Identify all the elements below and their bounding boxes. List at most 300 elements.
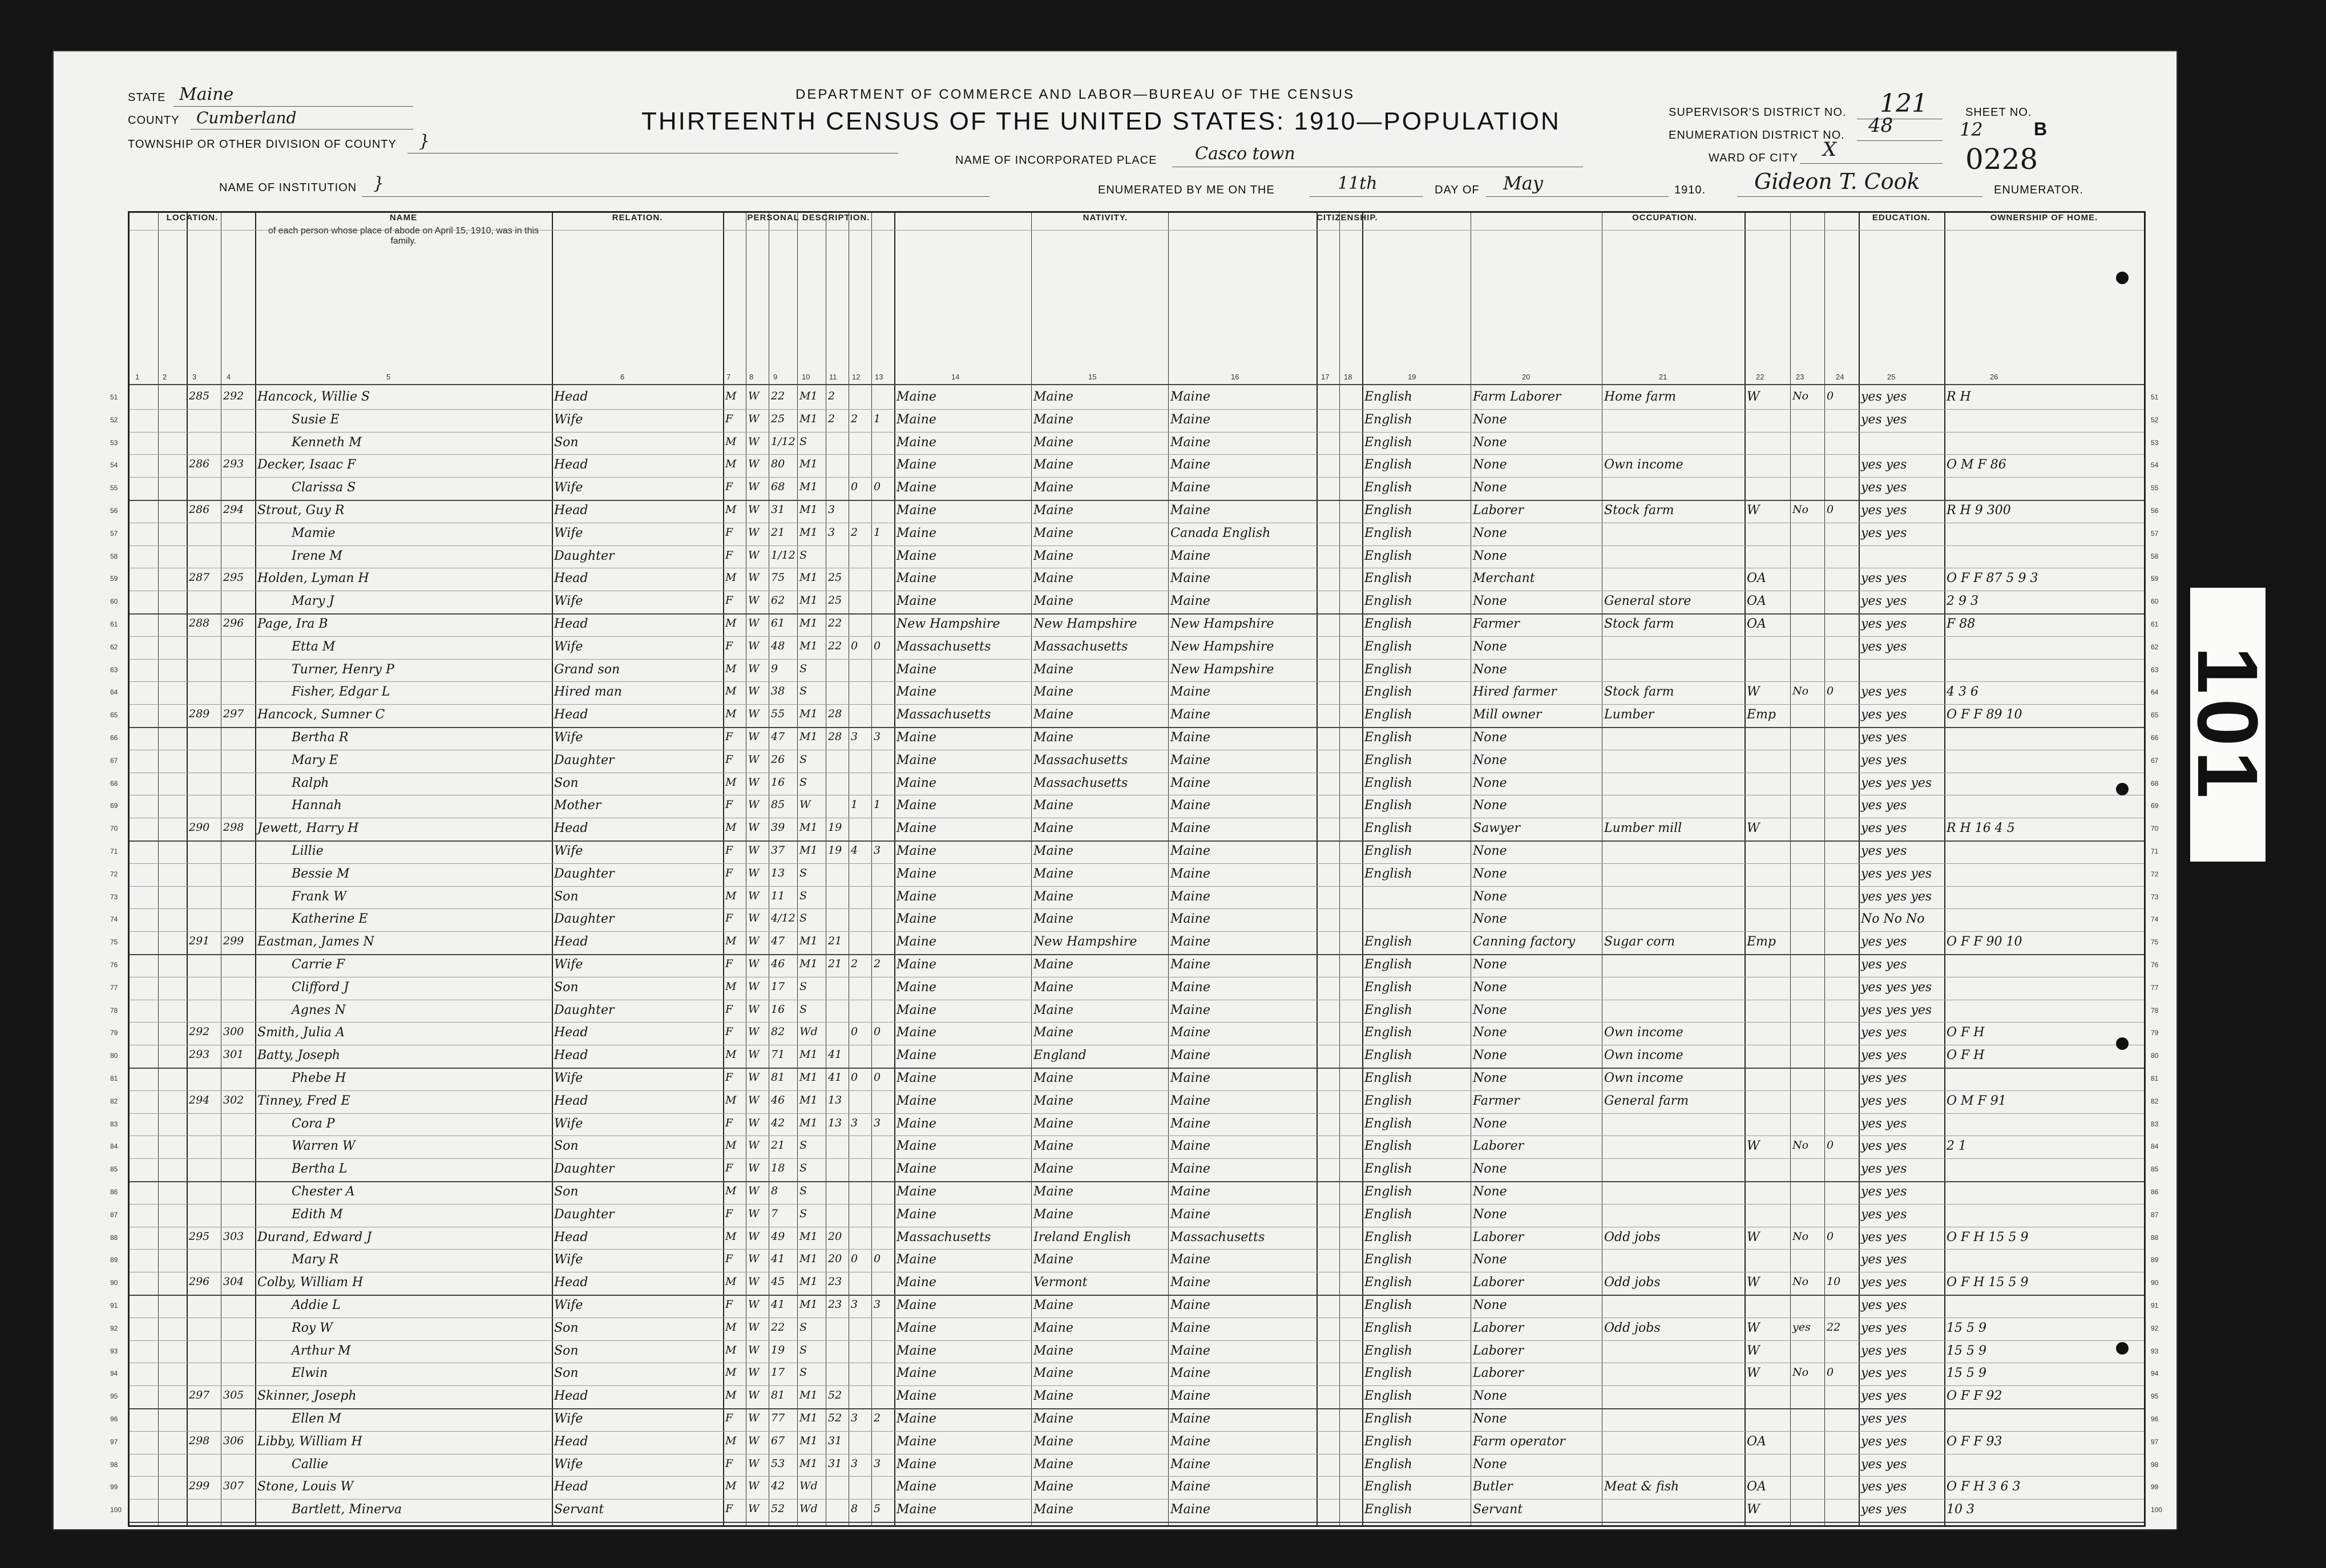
cell-ms: M1 bbox=[799, 639, 818, 652]
cell-liv: 3 bbox=[874, 730, 881, 743]
cell-out: No bbox=[1792, 390, 1809, 402]
row-rule bbox=[130, 409, 2144, 410]
row-number: 79 bbox=[110, 1029, 118, 1037]
row-number: 70 bbox=[110, 825, 118, 833]
cell-rel: Head bbox=[554, 1093, 588, 1108]
cell-fam: 304 bbox=[223, 1275, 244, 1288]
cell-ind: Odd jobs bbox=[1604, 1275, 1661, 1290]
cell-father: Maine bbox=[1033, 571, 1073, 586]
cell-yrs: 25 bbox=[828, 594, 842, 607]
row-number: 86 bbox=[110, 1188, 118, 1196]
cell-edu: yes yes bbox=[1861, 753, 1907, 767]
cell-name: Ellen M bbox=[292, 1412, 341, 1426]
cell-edu: yes yes bbox=[1861, 1116, 1907, 1131]
cell-emp: OA bbox=[1747, 594, 1766, 609]
cell-trade: Servant bbox=[1473, 1502, 1523, 1517]
cell-name: Mamie bbox=[292, 526, 336, 540]
cell-mother: Maine bbox=[1170, 866, 1210, 881]
cell-birth: Maine bbox=[897, 866, 936, 881]
cell-birth: Maine bbox=[897, 1366, 936, 1381]
cell-mother: Maine bbox=[1170, 548, 1210, 563]
cell-father: New Hampshire bbox=[1033, 935, 1137, 949]
cell-ms: M1 bbox=[799, 844, 818, 856]
cell-wks: 22 bbox=[1827, 1320, 1841, 1333]
cell-trade: None bbox=[1473, 775, 1507, 790]
cell-race: W bbox=[748, 1071, 760, 1084]
cell-race: W bbox=[748, 1389, 760, 1402]
cell-edu: yes yes bbox=[1861, 1162, 1907, 1177]
institution-value: } bbox=[373, 173, 385, 193]
cell-mother: Maine bbox=[1170, 1139, 1210, 1154]
row-number: 68 bbox=[2151, 779, 2159, 787]
cell-yrs: 20 bbox=[828, 1252, 842, 1266]
cell-dw: 294 bbox=[189, 1093, 210, 1106]
cell-birth: Maine bbox=[897, 1412, 936, 1426]
row-number: 64 bbox=[110, 688, 118, 697]
row-number: 99 bbox=[110, 1483, 118, 1492]
cell-birth: Maine bbox=[897, 526, 936, 540]
cell-fam: 300 bbox=[223, 1025, 244, 1038]
cell-trade: None bbox=[1473, 458, 1507, 472]
cell-dw: 297 bbox=[189, 1389, 210, 1402]
cell-ms: M1 bbox=[799, 480, 818, 494]
cell-edu: yes yes bbox=[1861, 1252, 1907, 1267]
column-number: 3 bbox=[192, 373, 197, 381]
cell-father: Maine bbox=[1033, 957, 1073, 972]
cell-out: No bbox=[1792, 503, 1809, 516]
punch-hole bbox=[2116, 272, 2129, 284]
row-rule bbox=[130, 659, 2144, 660]
cell-yrs: 31 bbox=[828, 1457, 842, 1470]
cell-yrs: 3 bbox=[828, 526, 835, 539]
cell-sex: M bbox=[725, 1093, 737, 1106]
cell-lang: English bbox=[1364, 412, 1412, 427]
cell-own: 15 5 9 bbox=[1947, 1366, 1986, 1381]
cell-ms: M1 bbox=[799, 1412, 818, 1424]
cell-own: O F H bbox=[1947, 1025, 1985, 1040]
cell-name: Durand, Edward J bbox=[257, 1230, 372, 1244]
row-number: 57 bbox=[110, 529, 118, 538]
cell-father: Maine bbox=[1033, 435, 1073, 450]
cell-trade: None bbox=[1473, 1071, 1507, 1085]
cell-edu: yes yes bbox=[1861, 412, 1907, 427]
cell-lang: English bbox=[1364, 753, 1412, 767]
cell-birth: Maine bbox=[897, 1298, 936, 1312]
cell-edu: yes yes yes bbox=[1861, 866, 1932, 881]
cell-ms: S bbox=[799, 1003, 807, 1016]
row-number: 89 bbox=[110, 1256, 118, 1264]
cell-ms: S bbox=[799, 662, 807, 675]
cell-trade: None bbox=[1473, 594, 1507, 609]
row-number: 86 bbox=[2151, 1188, 2159, 1196]
cell-father: Maine bbox=[1033, 526, 1073, 540]
cell-birth: Maine bbox=[897, 685, 936, 700]
cell-lang: English bbox=[1364, 1502, 1412, 1517]
cell-race: W bbox=[748, 1480, 760, 1493]
cell-age: 47 bbox=[771, 935, 785, 948]
cell-lang: English bbox=[1364, 594, 1412, 609]
cell-sex: M bbox=[725, 390, 737, 402]
cell-edu: yes yes bbox=[1861, 1093, 1907, 1108]
cell-ind: Own income bbox=[1604, 1071, 1683, 1085]
cell-trade: Farm operator bbox=[1473, 1434, 1565, 1449]
cell-father: Maine bbox=[1033, 1412, 1073, 1426]
cell-age: 25 bbox=[771, 412, 785, 425]
column-group-header bbox=[723, 213, 894, 384]
cell-age: 21 bbox=[771, 526, 785, 539]
cell-name: Kenneth M bbox=[292, 435, 362, 450]
cell-own: R H 9 300 bbox=[1947, 503, 2011, 518]
cell-mother: Maine bbox=[1170, 1366, 1210, 1381]
cell-dw: 296 bbox=[189, 1275, 210, 1288]
cell-mother: Maine bbox=[1170, 1185, 1210, 1199]
row-rule bbox=[130, 1090, 2144, 1091]
cell-birth: Maine bbox=[897, 775, 936, 790]
cell-ind: Own income bbox=[1604, 458, 1683, 472]
cell-father: Maine bbox=[1033, 1252, 1073, 1267]
cell-edu: yes yes bbox=[1861, 957, 1907, 972]
cell-fam: 302 bbox=[223, 1093, 244, 1106]
cell-ms: M1 bbox=[799, 1434, 818, 1447]
cell-race: W bbox=[748, 798, 760, 811]
cell-trade: None bbox=[1473, 866, 1507, 881]
cell-edu: yes yes bbox=[1861, 1320, 1907, 1335]
cell-lang: English bbox=[1364, 1139, 1412, 1154]
cell-name: Stone, Louis W bbox=[257, 1480, 354, 1494]
cell-out: No bbox=[1792, 1230, 1809, 1243]
cell-yrs: 52 bbox=[828, 1389, 842, 1402]
row-rule bbox=[130, 681, 2144, 682]
cell-own: O F F 90 10 bbox=[1947, 935, 2022, 949]
row-number: 73 bbox=[2151, 892, 2159, 901]
row-number: 62 bbox=[110, 642, 118, 651]
cell-emp: W bbox=[1747, 1502, 1760, 1517]
cell-father: Maine bbox=[1033, 1366, 1073, 1381]
cell-mother: New Hampshire bbox=[1170, 639, 1274, 654]
cell-liv: 2 bbox=[874, 1412, 881, 1424]
cell-age: 39 bbox=[771, 821, 785, 834]
cell-father: New Hampshire bbox=[1033, 617, 1137, 631]
cell-ms: M1 bbox=[799, 571, 818, 584]
column-group-header bbox=[1471, 213, 1859, 384]
cell-yrs: 22 bbox=[828, 639, 842, 652]
row-number: 95 bbox=[2151, 1392, 2159, 1401]
cell-rel: Wife bbox=[554, 844, 583, 858]
cell-rel: Grand son bbox=[554, 662, 620, 677]
cell-birth: Maine bbox=[897, 1343, 936, 1358]
cell-name: Katherine E bbox=[292, 912, 368, 927]
cell-fam: 301 bbox=[223, 1048, 244, 1061]
day-of-label: DAY OF bbox=[1435, 184, 1480, 196]
cell-edu: yes yes bbox=[1861, 1275, 1907, 1290]
cell-name: Eastman, James N bbox=[257, 935, 374, 949]
cell-age: 81 bbox=[771, 1071, 785, 1084]
cell-name: Etta M bbox=[292, 639, 336, 654]
cell-father: Maine bbox=[1033, 866, 1073, 881]
cell-edu: yes yes bbox=[1861, 1434, 1907, 1449]
cell-ms: M1 bbox=[799, 526, 818, 539]
cell-emp: W bbox=[1747, 685, 1760, 700]
cell-trade: None bbox=[1473, 1207, 1507, 1222]
row-number: 91 bbox=[110, 1302, 118, 1310]
cell-lang: English bbox=[1364, 458, 1412, 472]
row-number: 65 bbox=[2151, 711, 2159, 720]
cell-birth: Maine bbox=[897, 571, 936, 586]
cell-dw: 298 bbox=[189, 1434, 210, 1447]
row-number: 51 bbox=[110, 393, 118, 401]
cell-mother: Maine bbox=[1170, 480, 1210, 495]
row-number: 77 bbox=[110, 983, 118, 992]
cell-lang: English bbox=[1364, 503, 1412, 518]
cell-born: 3 bbox=[851, 1412, 858, 1424]
row-number: 93 bbox=[2151, 1347, 2159, 1355]
cell-ind: Own income bbox=[1604, 1025, 1683, 1040]
column-group-header bbox=[1317, 213, 1378, 384]
cell-ms: M1 bbox=[799, 617, 818, 629]
cell-name: Hannah bbox=[292, 798, 342, 813]
cell-mother: Maine bbox=[1170, 1003, 1210, 1017]
cell-name: Ralph bbox=[292, 775, 329, 790]
cell-race: W bbox=[748, 1275, 760, 1288]
cell-own: O F H bbox=[1947, 1048, 1985, 1063]
cell-born: 4 bbox=[851, 844, 858, 856]
column-number: 7 bbox=[726, 373, 731, 381]
cell-rel: Head bbox=[554, 503, 588, 518]
cell-edu: yes yes bbox=[1861, 571, 1907, 586]
row-number: 82 bbox=[2151, 1097, 2159, 1105]
cell-out: No bbox=[1792, 1139, 1809, 1152]
cell-mother: Maine bbox=[1170, 685, 1210, 700]
cell-sex: M bbox=[725, 775, 737, 789]
cell-race: W bbox=[748, 662, 760, 675]
cell-edu: yes yes bbox=[1861, 708, 1907, 722]
cell-sex: F bbox=[725, 412, 733, 425]
cell-race: W bbox=[748, 889, 760, 902]
cell-race: W bbox=[748, 412, 760, 425]
row-number: 82 bbox=[110, 1097, 118, 1105]
row-number: 59 bbox=[110, 575, 118, 583]
cell-lang: English bbox=[1364, 1116, 1412, 1131]
cell-own: 4 3 6 bbox=[1947, 685, 1978, 700]
row-number: 74 bbox=[2151, 915, 2159, 924]
cell-fam: 296 bbox=[223, 617, 244, 629]
column-number: 22 bbox=[1756, 373, 1764, 381]
cell-emp: W bbox=[1747, 821, 1760, 836]
cell-trade: Farmer bbox=[1473, 1093, 1520, 1108]
cell-name: Phebe H bbox=[292, 1071, 346, 1085]
cell-rel: Son bbox=[554, 435, 579, 450]
cell-ms: S bbox=[799, 1139, 807, 1152]
cell-trade: None bbox=[1473, 480, 1507, 495]
cell-lang: English bbox=[1364, 1366, 1412, 1381]
year-text: 1910. bbox=[1674, 184, 1706, 196]
cell-father: Maine bbox=[1033, 1162, 1073, 1177]
cell-rel: Head bbox=[554, 708, 588, 722]
cell-sex: M bbox=[725, 1275, 737, 1288]
row-rule bbox=[130, 840, 2144, 842]
cell-fam: 307 bbox=[223, 1480, 244, 1493]
cell-father: Maine bbox=[1033, 1093, 1073, 1108]
cell-dw: 286 bbox=[189, 458, 210, 471]
cell-rel: Wife bbox=[554, 1116, 583, 1131]
row-number: 95 bbox=[110, 1392, 118, 1401]
cell-edu: yes yes bbox=[1861, 1298, 1907, 1312]
cell-rel: Head bbox=[554, 390, 588, 404]
film-tag bbox=[2180, 588, 2276, 862]
column-rule bbox=[1317, 213, 1318, 1525]
cell-race: W bbox=[748, 730, 760, 743]
cell-father: Maine bbox=[1033, 1343, 1073, 1358]
cell-age: 22 bbox=[771, 390, 785, 402]
cell-birth: Maine bbox=[897, 1275, 936, 1290]
column-number: 20 bbox=[1522, 373, 1531, 381]
cell-rel: Head bbox=[554, 1480, 588, 1494]
cell-lang: English bbox=[1364, 1003, 1412, 1017]
cell-rel: Head bbox=[554, 935, 588, 949]
cell-ms: M1 bbox=[799, 503, 818, 516]
enumerator-label: ENUMERATOR. bbox=[1994, 184, 2083, 196]
row-number: 74 bbox=[110, 915, 118, 924]
column-number: 24 bbox=[1836, 373, 1844, 381]
cell-edu: yes yes bbox=[1861, 480, 1907, 495]
cell-sex: F bbox=[725, 1162, 733, 1175]
enumerated-label: ENUMERATED BY ME ON THE bbox=[1098, 184, 1275, 196]
row-rule bbox=[130, 1181, 2144, 1182]
cell-born: 8 bbox=[851, 1502, 858, 1516]
cell-ind: Meat & fish bbox=[1604, 1480, 1679, 1494]
cell-age: 41 bbox=[771, 1252, 785, 1266]
cell-race: W bbox=[748, 1412, 760, 1424]
cell-ind: Lumber bbox=[1604, 708, 1654, 722]
cell-race: W bbox=[748, 1003, 760, 1016]
county-value: Cumberland bbox=[196, 108, 297, 127]
row-rule bbox=[130, 1113, 2144, 1114]
cell-rel: Servant bbox=[554, 1502, 604, 1517]
cell-liv: 3 bbox=[874, 1457, 881, 1470]
cell-rel: Head bbox=[554, 1048, 588, 1063]
cell-mother: Maine bbox=[1170, 844, 1210, 858]
cell-liv: 5 bbox=[874, 1502, 881, 1516]
cell-birth: Maine bbox=[897, 821, 936, 836]
cell-own: O F F 89 10 bbox=[1947, 708, 2022, 722]
column-number: 14 bbox=[951, 373, 960, 381]
cell-father: Maine bbox=[1033, 1480, 1073, 1494]
row-number: 76 bbox=[110, 961, 118, 969]
cell-dw: 295 bbox=[189, 1230, 210, 1243]
column-group-header bbox=[552, 213, 723, 384]
cell-lang: English bbox=[1364, 1275, 1412, 1290]
row-number: 52 bbox=[2151, 415, 2159, 424]
cell-edu: yes yes bbox=[1861, 526, 1907, 540]
cell-age: 9 bbox=[771, 662, 778, 675]
cell-fam: 306 bbox=[223, 1434, 244, 1447]
cell-rel: Head bbox=[554, 1434, 588, 1449]
cell-ms: M1 bbox=[799, 730, 818, 743]
cell-liv: 3 bbox=[874, 844, 881, 856]
cell-father: Maine bbox=[1033, 889, 1073, 904]
cell-sex: M bbox=[725, 685, 737, 698]
cell-edu: yes yes bbox=[1861, 1412, 1907, 1426]
cell-sex: M bbox=[725, 458, 737, 471]
name-instructions: of each person whose place of abode on April 15, 1910, was in this family. bbox=[268, 226, 539, 246]
cell-sex: M bbox=[725, 1389, 737, 1402]
row-number: 55 bbox=[110, 484, 118, 492]
census-title: THIRTEENTH CENSUS OF THE UNITED STATES: 1910—POPULATION bbox=[641, 107, 1561, 135]
cell-birth: Maine bbox=[897, 1048, 936, 1063]
cell-ms: M1 bbox=[799, 957, 818, 970]
cell-name: Mary J bbox=[292, 594, 334, 609]
cell-ms: S bbox=[799, 775, 807, 789]
cell-ms: S bbox=[799, 980, 807, 993]
cell-lang: English bbox=[1364, 957, 1412, 972]
cell-yrs: 13 bbox=[828, 1093, 842, 1106]
row-rule bbox=[130, 1385, 2144, 1386]
cell-ind: General farm bbox=[1604, 1093, 1689, 1108]
row-number: 80 bbox=[110, 1052, 118, 1060]
cell-lang: English bbox=[1364, 866, 1412, 881]
column-number: 5 bbox=[386, 373, 391, 381]
cell-mother: Maine bbox=[1170, 821, 1210, 836]
cell-father: Maine bbox=[1033, 821, 1073, 836]
census-sheet bbox=[53, 50, 2178, 1530]
row-number: 98 bbox=[110, 1460, 118, 1469]
cell-birth: Maine bbox=[897, 1071, 936, 1085]
row-number: 96 bbox=[110, 1415, 118, 1423]
cell-name: Arthur M bbox=[292, 1343, 351, 1358]
cell-lang: English bbox=[1364, 1071, 1412, 1085]
cell-age: 82 bbox=[771, 1025, 785, 1038]
cell-age: 26 bbox=[771, 753, 785, 766]
cell-rel: Son bbox=[554, 1320, 579, 1335]
cell-sex: M bbox=[725, 503, 737, 516]
cell-rel: Head bbox=[554, 821, 588, 836]
cell-edu: yes yes bbox=[1861, 1230, 1907, 1244]
cell-own: O F H 15 5 9 bbox=[1947, 1275, 2029, 1290]
cell-lang: English bbox=[1364, 1162, 1412, 1177]
row-number: 92 bbox=[2151, 1324, 2159, 1332]
cell-born: 0 bbox=[851, 1071, 858, 1084]
cell-yrs: 2 bbox=[828, 390, 835, 402]
cell-trade: None bbox=[1473, 662, 1507, 677]
cell-father: Ireland English bbox=[1033, 1230, 1132, 1244]
cell-birth: Maine bbox=[897, 1207, 936, 1222]
cell-age: 75 bbox=[771, 571, 785, 584]
row-rule bbox=[130, 1249, 2144, 1250]
film-tag-number: 101 bbox=[2180, 646, 2276, 803]
cell-rel: Wife bbox=[554, 1412, 583, 1426]
column-group-title: PERSONAL DESCRIPTION. bbox=[747, 213, 870, 223]
cell-race: W bbox=[748, 617, 760, 629]
cell-race: W bbox=[748, 980, 760, 993]
cell-own: O F F 92 bbox=[1947, 1389, 2002, 1404]
cell-birth: Maine bbox=[897, 1003, 936, 1017]
cell-age: 46 bbox=[771, 957, 785, 970]
cell-birth: Maine bbox=[897, 435, 936, 450]
cell-age: 71 bbox=[771, 1048, 785, 1061]
cell-name: Bertha L bbox=[292, 1162, 348, 1177]
cell-race: W bbox=[748, 775, 760, 789]
cell-rel: Wife bbox=[554, 1252, 583, 1267]
row-number: 69 bbox=[110, 802, 118, 810]
row-rule bbox=[130, 545, 2144, 546]
cell-lang: English bbox=[1364, 548, 1412, 563]
cell-born: 0 bbox=[851, 1252, 858, 1266]
cell-ms: S bbox=[799, 435, 807, 448]
cell-birth: Maine bbox=[897, 390, 936, 404]
cell-father: Maine bbox=[1033, 685, 1073, 700]
cell-age: 42 bbox=[771, 1480, 785, 1493]
cell-lang: English bbox=[1364, 1252, 1412, 1267]
